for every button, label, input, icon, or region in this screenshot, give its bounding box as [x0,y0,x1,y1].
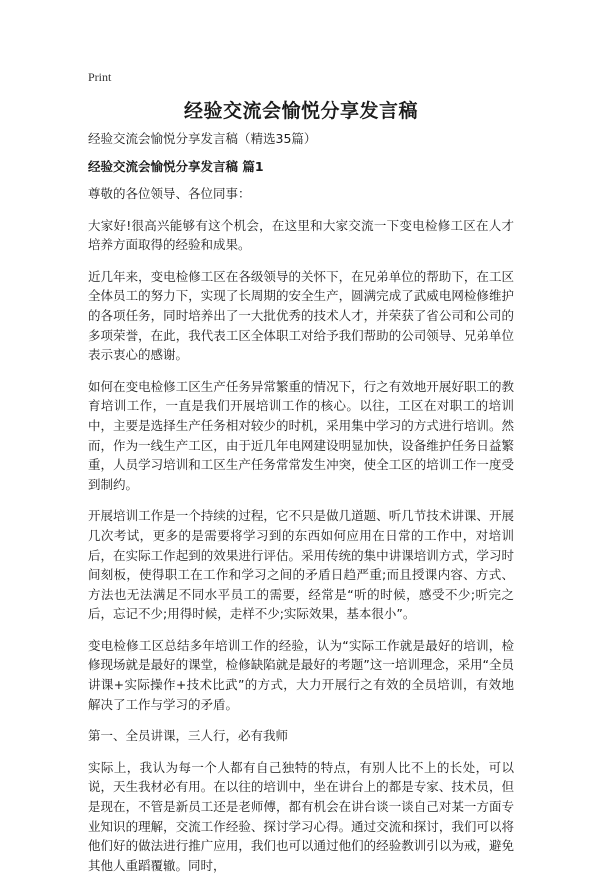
paragraph: 大家好!很高兴能够有这个机会，在这里和大家交流一下变电检修工区在人才培养方面取得的经验和成果。 [88,217,514,253]
paragraph: 如何在变电检修工区生产任务异常繁重的情况下，行之有效地开展好职工的教育培训工作，一直是我们开展培训工作的核心。以往，工区在对职工的培训中，主要是选择生产任务相对较少的时机，采用集中学习的方式进行培训。然而，作为一线生产工区，由于近几年电网建设明显加快，设备维护任务日益繁重，人员学习培训和工区生产任务常常发生冲突，使全工区的培训工作一度受到制约。 [88,378,514,492]
paragraph: 近几年来，变电检修工区在各级领导的关怀下，在兄弟单位的帮助下，在工区全体员工的努力下，实现了长周期的安全生产，圆满完成了武威电网检修维护的各项任务，同时培养出了一大批优秀的技术人才，并荣获了省公司和公司的多项荣誉，在此，我代表工区全体职工对给予我们帮助的公司领导、兄弟单位表示衷心的感谢。 [88,268,514,363]
print-link[interactable]: Print [88,70,112,84]
salutation: 尊敬的各位领导、各位同事： [88,186,251,201]
subheading: 第一、全员讲课，三人行，必有我师 [88,728,289,744]
article-body [88,184,514,887]
paragraph: 变电检修工区总结多年培训工作的经验，认为“实际工作就是最好的培训，检修现场就是最好的课堂，检修缺陷就是最好的考题”这一培训理念，采用“全员讲课+实际操作+技术比武”的方式，大力开展行之有效的全员培训，有效地解决了工作与学习的矛盾。 [88,637,514,712]
document-subtitle: 经验交流会愉悦分享发言稿（精选35篇） [88,131,317,146]
paragraph: 实际上，我认为每一个人都有自己独特的特点，有别人比不上的长处，可以说，天生我材必有用。在以往的培训中，坐在讲台上的都是专家、技术员，但是现在，不管是新员工还是老师傅，都有机会在讲台谈一谈自己对某一方面专业知识的理解，交流工作经验、探讨学习心得。通过交流和探讨，我们可以将他们好的做法进行推广应用，我们也可以通过他们的经验教训引以为戒，避免其他人重蹈覆辙。同时， [88,759,514,873]
paragraph: 开展培训工作是一个持续的过程，它不只是做几道题、听几节技术讲课、开展几次考试，更多的是需要将学习到的东西如何应用在日常的工作中，对培训后，在实际工作起到的效果进行评估。采用传统的集中讲课培训方式，学习时间刻板，使得职工在工作和学习之间的矛盾日趋严重;而且授课内容、方式、方法也无法满足不同水平员工的需要，经常是“听的时候，感受不少;听完之后，忘记不少;用得时候，走样不少;实际效果，基本很小”。 [88,508,514,622]
section-heading: 经验交流会愉悦分享发言稿 篇1 [88,159,264,174]
page-title: 经验交流会愉悦分享发言稿 [183,100,418,122]
